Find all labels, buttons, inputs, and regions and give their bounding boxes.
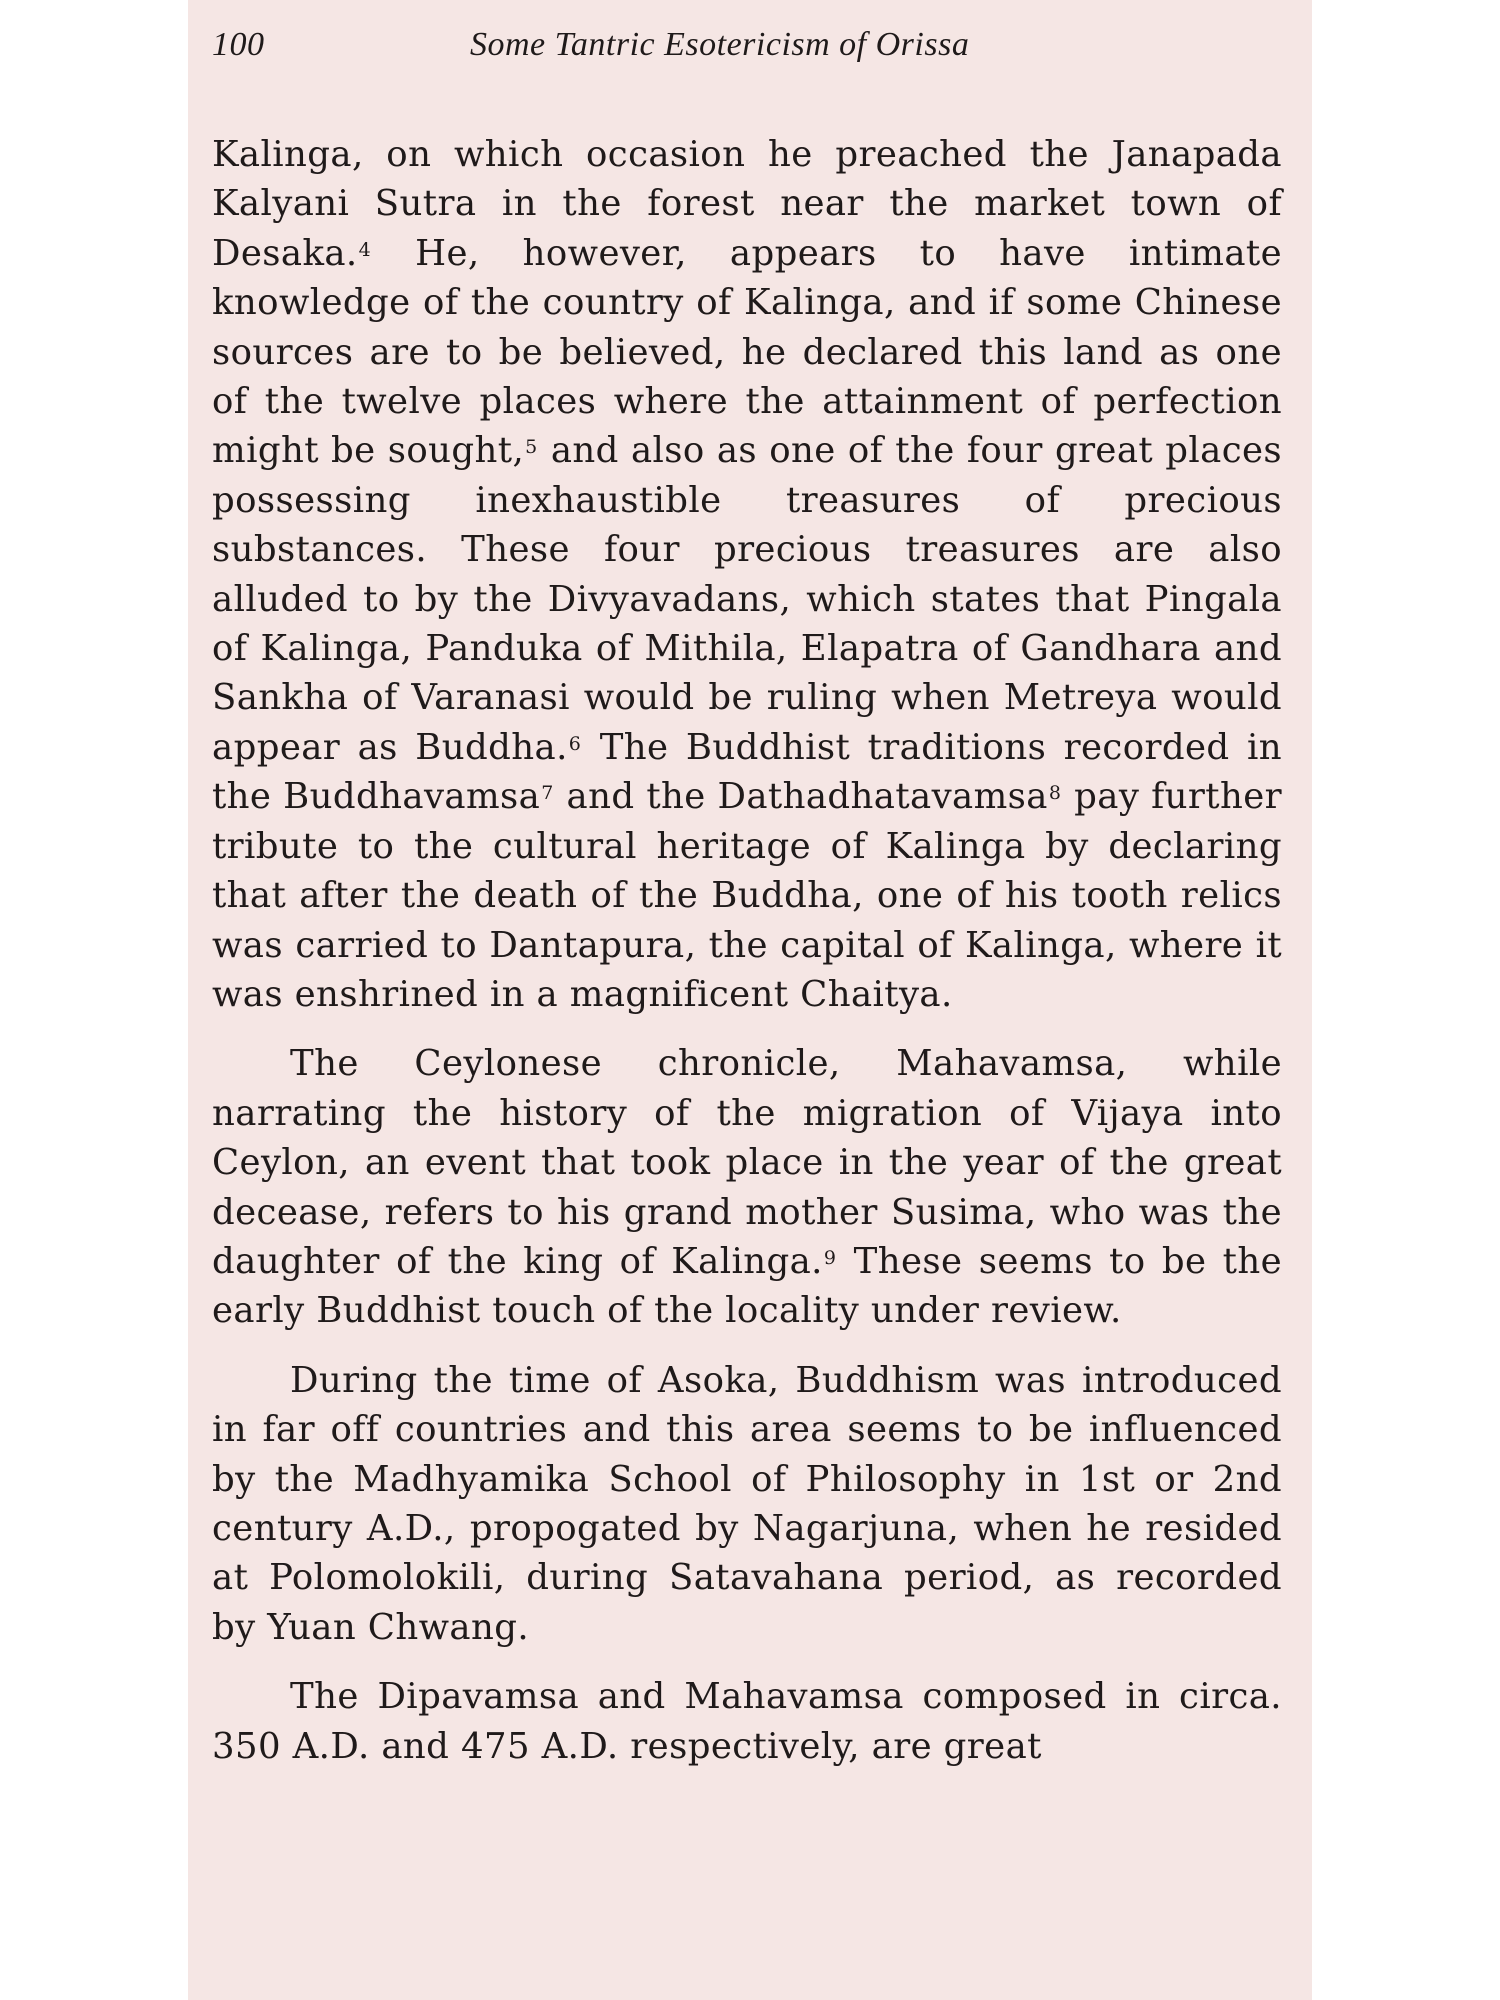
text-run: The Ceylonese chronicle, Mahavamsa, while narrating the history of the migration of Vijaya into Ceylon, an event that took place in the year of the great decease, refers to his grand mother Susima, who was the daughter of the king of Kalinga. (212, 1043, 1282, 1282)
running-title: Some Tantric Esotericism of Orissa (470, 26, 970, 63)
footnote-marker: 6 (568, 732, 582, 755)
running-head (212, 26, 1288, 74)
footnote-marker: 5 (525, 436, 538, 459)
text-run: and the Dathadhatavamsa (554, 776, 1048, 818)
text-run: He, however, appears to have intimate knowledge of the country of Kalinga, and if some Chinese sources are to be believed, he declared this land as one of the twelve places where the attainment of perfection might be sought, (212, 232, 1282, 472)
text-run: and also as one of the four great places possessing inexhaustible treasures of precious substances. These four precious treasures are also alluded to by the Divyavadans, which states that Pingala of Kalinga, Panduka of Mithila, Elapatra of Gandhara and Sankha of Varanasi would be ruling when Metreya would appear as Buddha. (212, 430, 1282, 768)
text-run: pay further tribute to the cultural heritage of Kalinga by declaring that after the death of the Buddha, one of his tooth relics was carried to Dantapura, the capital of Kalinga, where it was enshrined in a magnificent Chaitya. (212, 776, 1282, 1015)
page-number: 100 (212, 26, 265, 63)
text-run: During the time of Asoka, Buddhism was introduced in far off countries and this area seems to be influenced by the Madhyamika School of Philosophy in 1st or 2nd century A.D., propogated by Nagarjuna, when he resided at Polomolokili, during Satavahana period, as recorded by Yuan Chwang. (212, 1359, 1282, 1648)
text-run: The Dipavamsa and Mahavamsa composed in circa. 350 A.D. and 475 A.D. respectively, are great (212, 1676, 1282, 1767)
paragraph (212, 1672, 1282, 1771)
paragraph (212, 1356, 1282, 1652)
text-run: These seems to be the early Buddhist touch of the locality under review. (212, 1240, 1282, 1332)
paragraph (212, 130, 1282, 1019)
book-page (188, 0, 1312, 2000)
footnote-marker: 8 (1048, 782, 1062, 805)
footnote-marker: 9 (823, 1246, 837, 1269)
footnote-marker: 7 (541, 782, 554, 805)
paragraph (212, 1039, 1282, 1335)
text-run: The Buddhist traditions recorded in the Buddhavamsa (212, 726, 1282, 818)
footnote-marker: 4 (358, 238, 372, 261)
text-run: Kalinga, on which occasion he preached the Janapada Kalyani Sutra in the forest near the market town of Desaka. (212, 134, 1282, 274)
body-text (212, 130, 1282, 1771)
